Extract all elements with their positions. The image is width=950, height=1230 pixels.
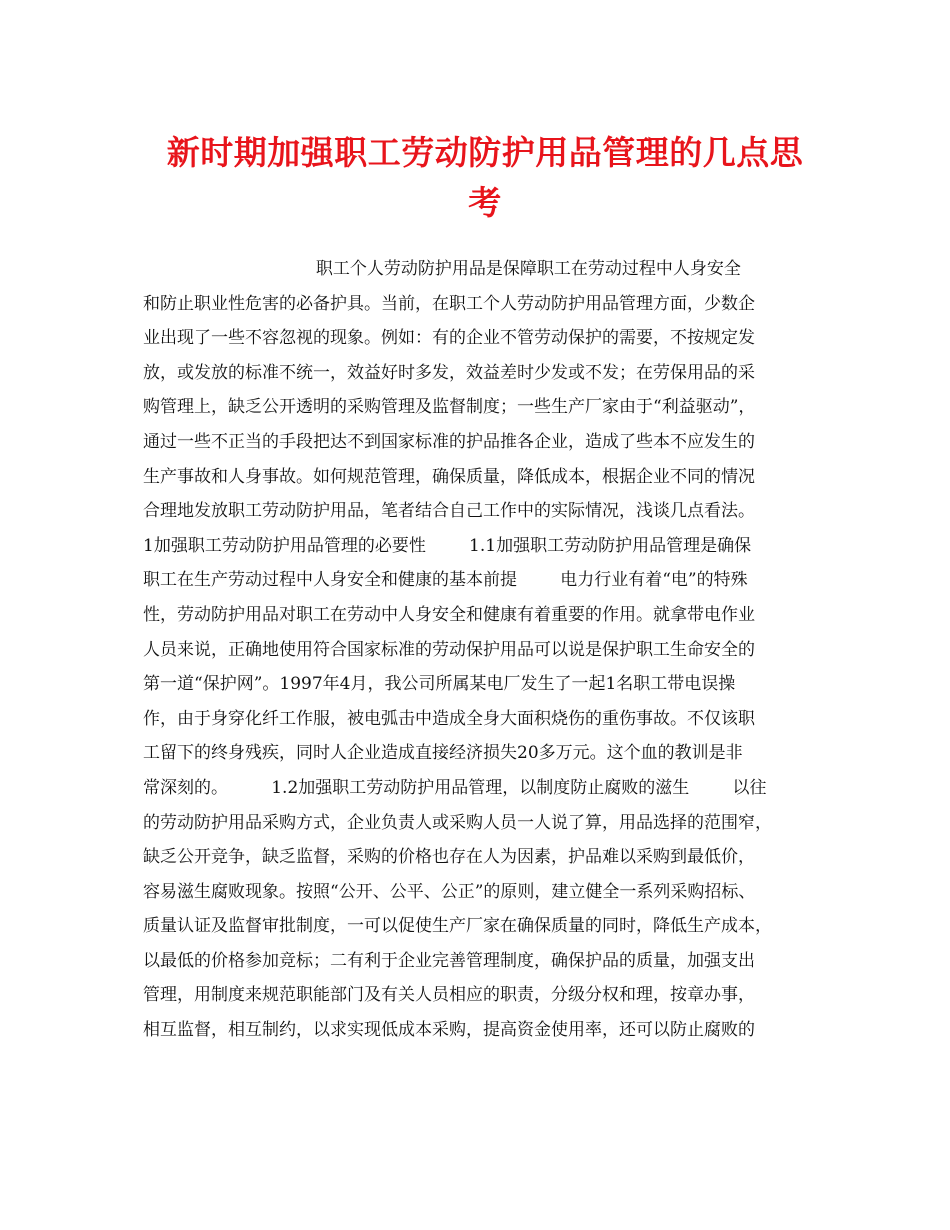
title-line-2: 考: [468, 183, 502, 222]
body-line: 职工在生产劳动过程中人身安全和健康的基本前提 电力行业有着“电”的特殊: [143, 570, 748, 591]
body-text: [143, 252, 833, 1048]
body-line: 容易滋生腐败现象。按照“公开、公平、公正”的原则，建立健全一系列采购招标、: [143, 881, 756, 902]
body-line: 合理地发放职工劳动防护用品，笔者结合自己工作中的实际情况，浅谈几点看法。: [143, 501, 755, 522]
body-line: 1加强职工劳动防护用品管理的必要性 1.1加强职工劳动防护用品管理是确保: [143, 535, 752, 556]
body-line: 工留下的终身残疾，同时人企业造成直接经济损失20多万元。这个血的教训是非: [143, 743, 743, 764]
body-line: 生产事故和人身事故。如何规范管理，确保质量，降低成本，根据企业不同的情况: [143, 466, 755, 487]
body-line: 以最低的价格参加竞标；二有利于企业完善管理制度，确保护品的质量，加强支出: [143, 950, 755, 971]
body-line: 职工个人劳动防护用品是保障职工在劳动过程中人身安全: [143, 259, 741, 279]
title-line-1: 新时期加强职工劳动防护用品管理的几点思: [166, 133, 804, 172]
body-line: 性，劳动防护用品对职工在劳动中人身安全和健康有着重要的作用。就拿带电作业: [143, 604, 755, 625]
body-line: 的劳动防护用品采购方式，企业负责人或采购人员一人说了算，用品选择的范围窄，: [143, 812, 772, 833]
body-line: 通过一些不正当的手段把达不到国家标准的护品推各企业，造成了些本不应发生的: [143, 431, 755, 452]
body-line: 作，由于身穿化纤工作服，被电弧击中造成全身大面积烧伤的重伤事故。不仅该职: [143, 708, 755, 729]
body-line: 人员来说，正确地使用符合国家标准的劳动保护用品可以说是保护职工生命安全的: [143, 639, 755, 660]
body-line: 管理，用制度来规范职能部门及有关人员相应的职责，分级分权和理，按章办事，: [143, 985, 755, 1006]
body-line: 第一道“保护网”。1997年4月，我公司所属某电厂发生了一起1名职工带电误操: [143, 674, 736, 695]
document-title: [120, 128, 850, 228]
body-line: 常深刻的。 1.2加强职工劳动防护用品管理，以制度防止腐败的滋生 以往: [143, 777, 767, 798]
body-line: 质量认证及监督审批制度，一可以促使生产厂家在确保质量的同时，降低生产成本，: [143, 916, 772, 937]
body-line: 业出现了一些不容忽视的现象。例如：有的企业不管劳动保护的需要，不按规定发: [143, 328, 755, 349]
body-line: 购管理上，缺乏公开透明的采购管理及监督制度；一些生产厂家由于“利益驱动”，: [143, 397, 756, 418]
body-line: 相互监督，相互制约，以求实现低成本采购，提高资金使用率，还可以防止腐败的: [143, 1020, 755, 1041]
body-line: 和防止职业性危害的必备护具。当前，在职工个人劳动防护用品管理方面，少数企: [143, 293, 755, 314]
body-line: 缺乏公开竞争，缺乏监督，采购的价格也存在人为因素，护品难以采购到最低价，: [143, 847, 755, 868]
body-line: 放，或发放的标准不统一，效益好时多发，效益差时少发或不发；在劳保用品的采: [143, 362, 755, 383]
